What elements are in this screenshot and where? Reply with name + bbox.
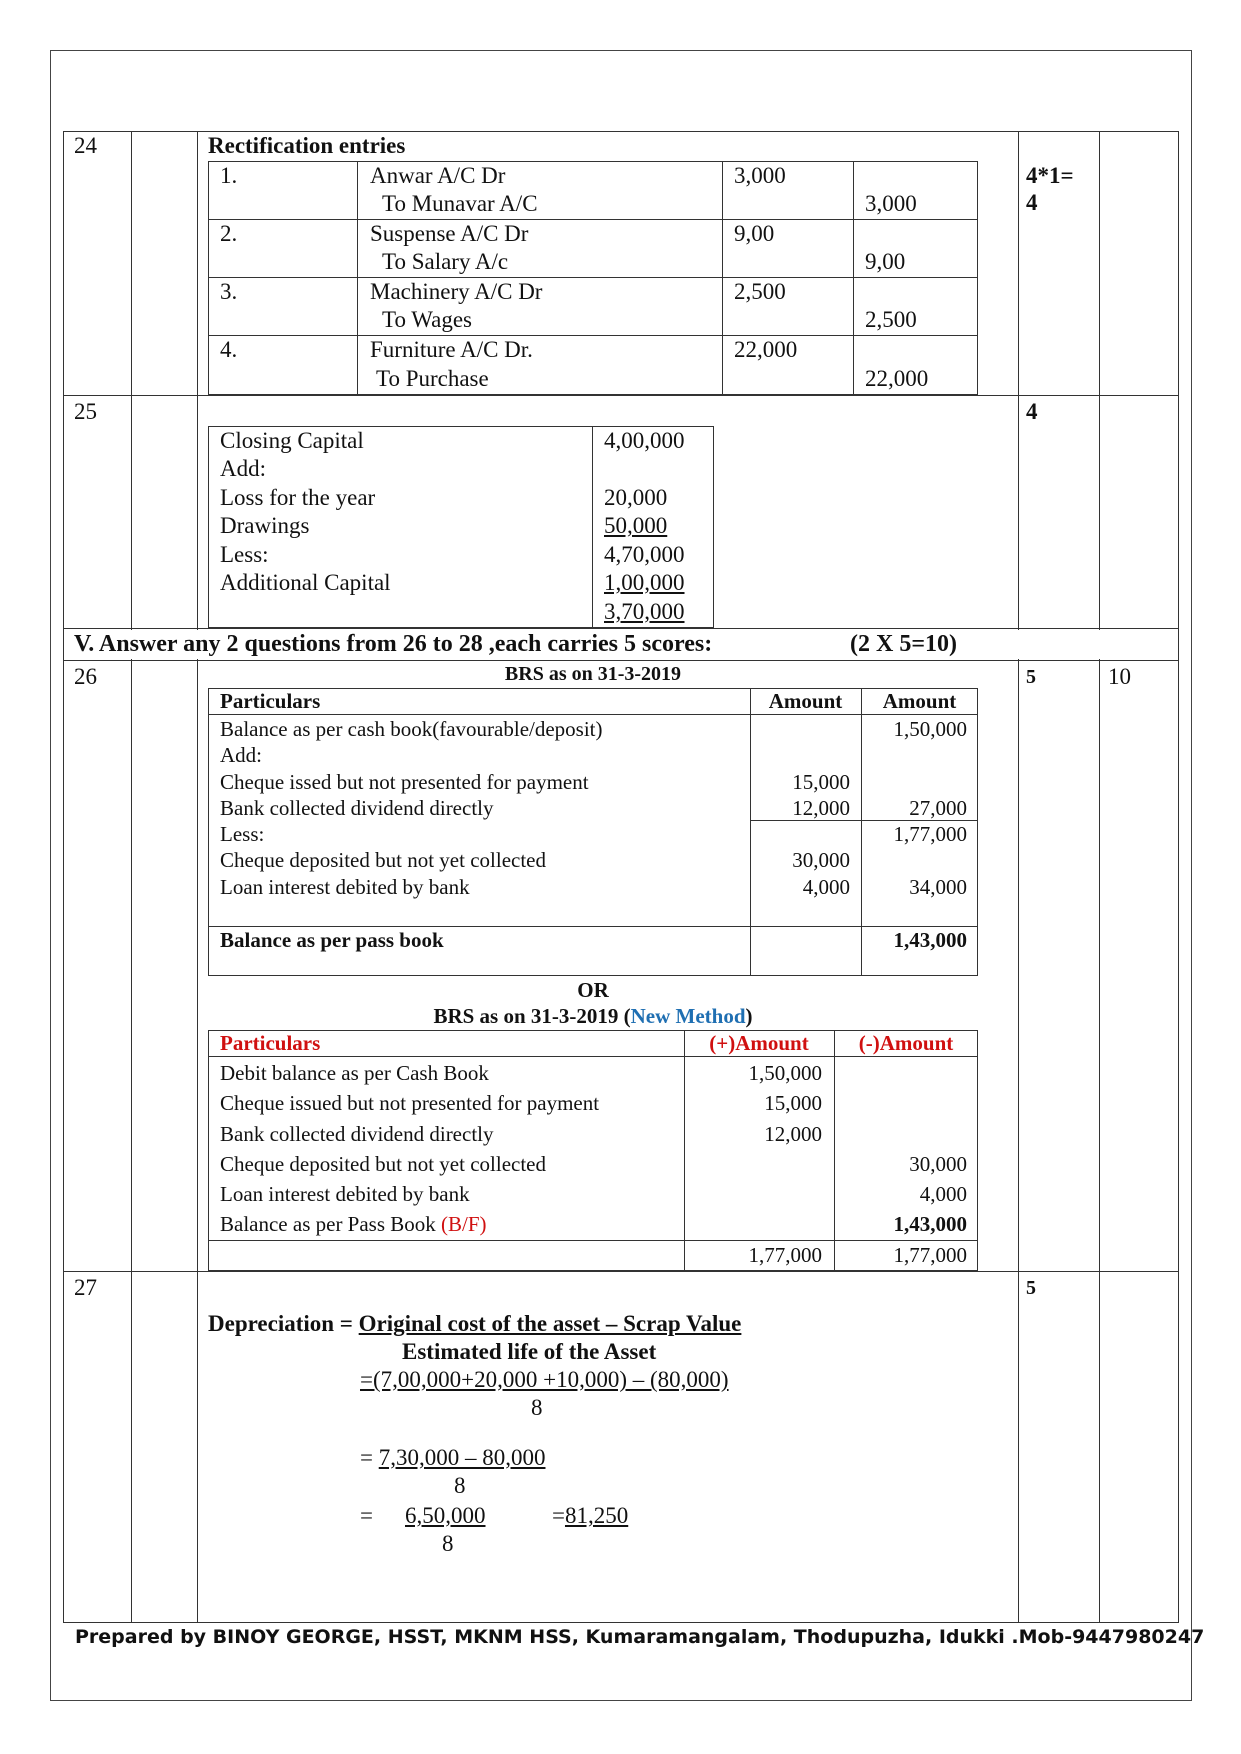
- equals: =: [360, 1445, 379, 1470]
- debit-account: Machinery A/C Dr: [370, 279, 543, 304]
- col-divider: [1099, 131, 1100, 1623]
- brs-title-new-method: [208, 1003, 978, 1029]
- bf-label: Balance as per Pass Book: [220, 1212, 436, 1237]
- step2: [360, 1444, 545, 1472]
- amount: 27,000: [909, 795, 967, 820]
- row-divider: [63, 660, 1179, 661]
- row-divider: [63, 628, 1179, 629]
- amount: 15,000: [764, 1091, 822, 1116]
- q24-score: 4*1=: [1026, 163, 1074, 188]
- amount: 30,000: [909, 1151, 967, 1176]
- statement-value: 4,70,000: [604, 542, 685, 567]
- brs-amount-col1: [750, 716, 850, 900]
- entry-number: 1.: [220, 163, 238, 188]
- debit-account: Anwar A/C Dr: [370, 163, 506, 188]
- list-item: Less:: [220, 822, 265, 847]
- row-divider: [63, 1271, 1179, 1272]
- credit-account: To Wages: [382, 307, 473, 332]
- step3-numerator: 6,50,000: [405, 1503, 486, 1528]
- amount: [750, 742, 850, 768]
- list-item: Bank collected dividend directly: [220, 1121, 494, 1146]
- step2-denominator: 8: [454, 1473, 466, 1498]
- amount: [750, 716, 850, 742]
- list-item: Add:: [220, 743, 262, 768]
- new-method-label: New Method: [630, 1004, 746, 1028]
- amount: 12,000: [792, 795, 850, 820]
- amount: [834, 1119, 967, 1149]
- table-col-line: [357, 161, 358, 395]
- credit-amount: 9,00: [865, 249, 906, 274]
- amount: 1,50,000: [748, 1061, 822, 1085]
- amount: 4,000: [919, 1182, 967, 1207]
- entry-number: 2.: [220, 221, 238, 246]
- amount: [834, 1088, 967, 1118]
- debit-account: Suspense A/C Dr: [370, 221, 529, 246]
- amount: 1,50,000: [893, 717, 967, 741]
- total-minus: 1,77,000: [893, 1243, 967, 1267]
- title-text: BRS as on 31-3-2019 (: [433, 1004, 631, 1028]
- column-header: Particulars: [220, 1031, 321, 1055]
- table-row-line: [208, 335, 978, 336]
- amount: [750, 821, 850, 847]
- table-row-line: [208, 714, 978, 715]
- debit-amount: 22,000: [734, 337, 798, 362]
- title-text: ): [745, 1004, 753, 1028]
- amount: 1,77,000: [893, 822, 967, 847]
- brs-plus-col: [684, 1058, 822, 1209]
- question-number: 25: [74, 399, 97, 424]
- amount: [684, 1149, 822, 1179]
- entry-number: 4.: [220, 337, 238, 362]
- row-divider: [63, 395, 1179, 396]
- statement-label: Closing Capital: [220, 428, 364, 453]
- amount: 4,000: [802, 874, 850, 899]
- depreciation-result: 81,250: [564, 1503, 629, 1528]
- statement-value: 1,00,000: [604, 570, 685, 595]
- formula-label: Depreciation =: [208, 1311, 359, 1336]
- table-row-line: [208, 277, 978, 278]
- col-divider: [197, 131, 198, 1623]
- list-item: Debit balance as per Cash Book: [220, 1061, 489, 1085]
- q25-score: 4: [1026, 399, 1038, 424]
- question-number: 27: [74, 1275, 97, 1300]
- list-item: Bank collected dividend directly: [220, 795, 494, 820]
- brs-amount-col2: [861, 716, 967, 900]
- rectification-table: [208, 161, 978, 395]
- step3-denominator: 8: [442, 1531, 454, 1556]
- table-col-line: [592, 426, 593, 628]
- column-header: Amount: [882, 689, 957, 713]
- equals: =: [360, 1503, 373, 1528]
- list-item: Cheque issued but not presented for payment: [220, 1091, 600, 1116]
- total-plus: 1,77,000: [748, 1243, 822, 1267]
- amount: [861, 847, 967, 873]
- amount: 1,43,000: [893, 1212, 967, 1237]
- statement-label: Additional Capital: [220, 570, 391, 595]
- amount: [861, 769, 967, 795]
- question-number: 24: [74, 133, 97, 158]
- amount: 30,000: [792, 848, 850, 873]
- statement-value: 50,000: [604, 513, 668, 538]
- step1-denominator: 8: [531, 1395, 543, 1420]
- brs-particulars: [220, 716, 603, 900]
- q24-title: Rectification entries: [208, 133, 406, 158]
- statement-label: Drawings: [220, 513, 310, 538]
- credit-amount: 3,000: [865, 191, 917, 216]
- credit-account: To Purchase: [376, 366, 489, 391]
- table-col-line: [853, 161, 854, 395]
- brs-new-particulars: [220, 1058, 599, 1240]
- list-item: Loan interest debited by bank: [220, 1182, 470, 1207]
- list-item: [220, 1209, 599, 1239]
- q27-score: 5: [1026, 1277, 1036, 1299]
- credit-amount: 22,000: [865, 366, 929, 391]
- list-item: Balance as per cash book(favourable/deposit): [220, 717, 603, 741]
- column-header: Particulars: [220, 689, 321, 713]
- q24-score-total: 4: [1026, 190, 1038, 215]
- credit-account: To Munavar A/C: [382, 191, 538, 216]
- debit-amount: 9,00: [734, 221, 775, 246]
- debit-amount: 2,500: [734, 279, 786, 304]
- section-heading: V. Answer any 2 questions from 26 to 28 ,each carries 5 scores:: [74, 631, 713, 657]
- column-header: Amount: [768, 689, 843, 713]
- table-row-line: [208, 219, 978, 220]
- amount: 34,000: [909, 874, 967, 899]
- bf-tag: (B/F): [441, 1212, 487, 1237]
- credit-amount: 2,500: [865, 307, 917, 332]
- equals: =: [552, 1503, 565, 1528]
- statement-value: 3,70,000: [604, 599, 685, 624]
- q26-total: 10: [1108, 664, 1131, 689]
- table-row-line: [208, 1056, 978, 1057]
- statement-value: 20,000: [604, 485, 668, 510]
- brs-title: BRS as on 31-3-2019: [504, 663, 682, 685]
- col-divider: [1018, 131, 1019, 1623]
- step1-numerator: =(7,00,000+20,000 +10,000) – (80,000): [360, 1367, 729, 1392]
- statement-label: Add:: [220, 456, 266, 481]
- amount: [684, 1179, 822, 1209]
- amount: 12,000: [764, 1121, 822, 1146]
- debit-amount: 3,000: [734, 163, 786, 188]
- list-item: Loan interest debited by bank: [220, 874, 470, 899]
- list-item: Cheque deposited but not yet collected: [220, 848, 546, 873]
- section-marks: (2 X 5=10): [850, 631, 957, 657]
- step2-numerator: 7,30,000 – 80,000: [378, 1445, 546, 1470]
- depreciation-formula: [208, 1310, 741, 1338]
- q26-score: 5: [1026, 666, 1036, 688]
- final-balance-label: Balance as per pass book: [220, 928, 444, 952]
- column-header: (+)Amount: [709, 1031, 809, 1055]
- statement-label: Less:: [220, 542, 269, 567]
- list-item: Cheque deposited but not yet collected: [220, 1151, 546, 1176]
- table-col-line: [722, 161, 723, 395]
- brs-minus-col: [834, 1058, 967, 1240]
- step3-result: [552, 1502, 628, 1530]
- debit-account: Furniture A/C Dr.: [370, 337, 533, 362]
- statement-label: Loss for the year: [220, 485, 376, 510]
- footer-credit: Prepared by BINOY GEORGE, HSST, MKNM HSS, Kumaramangalam, Thodupuzha, Idukki .Mob-9447980247: [75, 1626, 1205, 1648]
- formula-denominator: Estimated life of the Asset: [402, 1339, 657, 1364]
- statement-value: 4,00,000: [604, 428, 685, 453]
- formula-numerator: Original cost of the asset – Scrap Value: [358, 1311, 742, 1336]
- amount: 15,000: [792, 769, 850, 794]
- amount: [834, 1058, 967, 1088]
- amount: [861, 742, 967, 768]
- final-balance-value: 1,43,000: [893, 928, 967, 952]
- col-divider: [131, 131, 132, 1623]
- list-item: Cheque issed but not presented for payment: [220, 769, 589, 794]
- or-separator: OR: [577, 978, 609, 1002]
- credit-account: To Salary A/c: [382, 249, 509, 274]
- entry-number: 3.: [220, 279, 238, 304]
- question-number: 26: [74, 664, 97, 689]
- column-header: (-)Amount: [858, 1031, 954, 1055]
